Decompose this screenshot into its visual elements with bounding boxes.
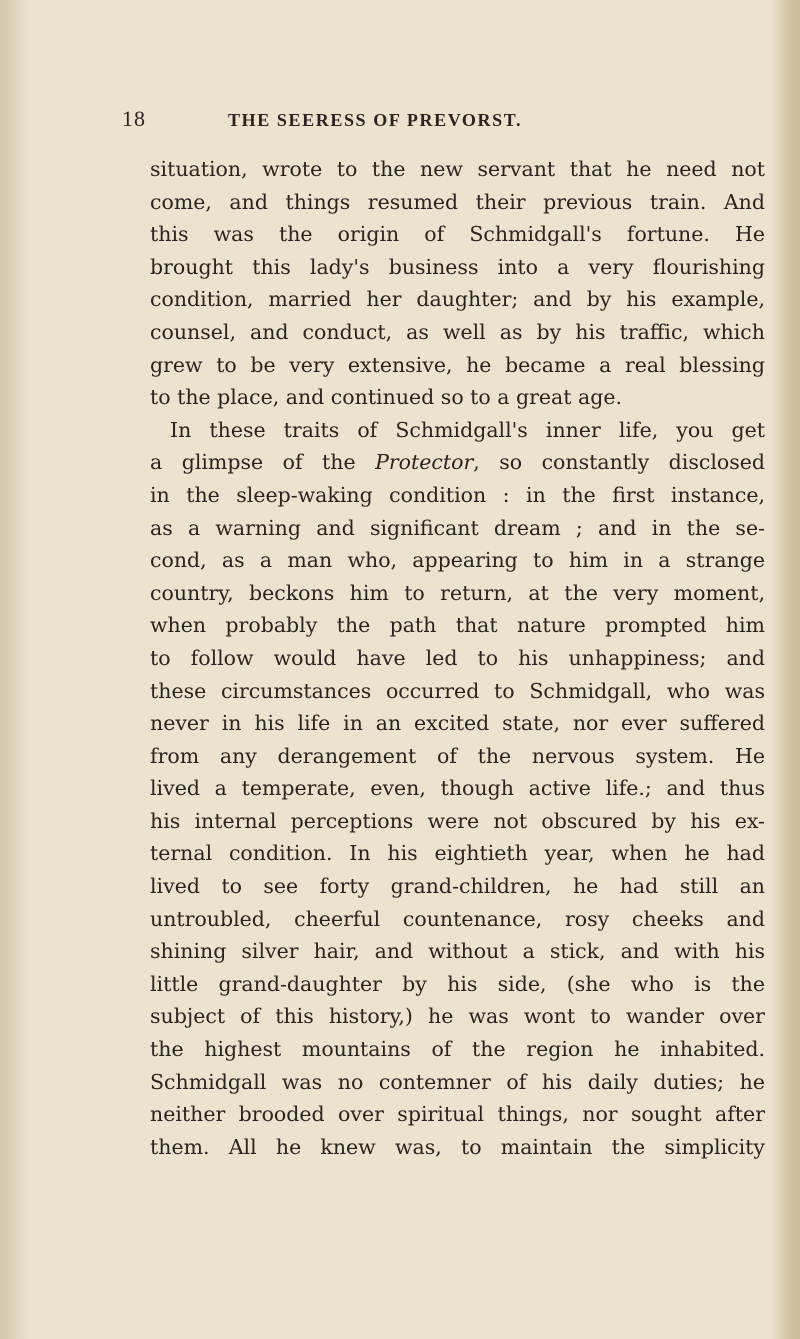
text-line: situation, wrote to the new servant that he need not: [150, 157, 765, 181]
page-number: 18: [122, 106, 146, 131]
text-line: neither brooded over spiritual things, nor sought after: [150, 1102, 765, 1127]
italic-term: Protector: [375, 450, 474, 475]
body-text: [150, 153, 765, 1163]
page-edge-shadow: [770, 0, 800, 1339]
running-title: THE SEERESS OF PREVORST.: [228, 110, 523, 130]
text-line: come, and things resumed their previous train. And: [150, 189, 765, 214]
text-line-with-italic: a glimpse of the Protector, so constantly disclosed: [150, 450, 765, 475]
text-line: country, beckons him to return, at the very moment,: [150, 580, 765, 605]
text-line: these circumstances occurred to Schmidgall, who was: [150, 678, 765, 703]
text-line: subject of this history,) he was wont to wander over: [150, 1004, 765, 1029]
text-line: them. All he knew was, to maintain the simplicity: [150, 1134, 765, 1159]
text-line: Schmidgall was no contemner of his daily duties; he: [150, 1069, 765, 1094]
text-line: his internal perceptions were not obscured by his ex-: [150, 808, 765, 833]
text-line: little grand-daughter by his side, (she who is the: [150, 971, 765, 996]
text-line: untroubled, cheerful countenance, rosy cheeks and: [150, 906, 765, 931]
text-line: to the place, and continued so to a great age.: [150, 385, 623, 410]
text-line: never in his life in an excited state, nor ever suffered: [150, 711, 765, 736]
text-line: counsel, and conduct, as well as by his traffic, which: [150, 319, 765, 344]
text-line: cond, as a man who, appearing to him in a strange: [150, 548, 765, 573]
text-line: lived to see forty grand-children, he had still an: [150, 874, 765, 899]
page-header: [0, 106, 800, 136]
text-line: shining silver hair, and without a stick, and with his: [150, 939, 765, 964]
text-line: this was the origin of Schmidgall's fortune. He: [150, 222, 765, 247]
text-line: from any derangement of the nervous system. He: [150, 743, 765, 768]
text-line: in the sleep-waking condition : in the first instance,: [150, 482, 765, 507]
text-line: grew to be very extensive, he became a real blessing: [150, 352, 765, 377]
text-line: lived a temperate, even, though active life.; and thus: [150, 776, 765, 801]
text-line: as a warning and significant dream ; and in the se-: [150, 515, 765, 540]
text-line: when probably the path that nature prompted him: [150, 613, 765, 638]
text-line: to follow would have led to his unhappiness; and: [150, 645, 765, 670]
text-line: condition, married her daughter; and by his example,: [150, 287, 765, 312]
text-line: ternal condition. In his eightieth year, when he had: [150, 841, 765, 866]
text-line: the highest mountains of the region he inhabited.: [150, 1037, 765, 1062]
text-line: brought this lady's business into a very flourishing: [150, 254, 765, 279]
text-line: In these traits of Schmidgall's inner life, you get: [170, 417, 765, 442]
